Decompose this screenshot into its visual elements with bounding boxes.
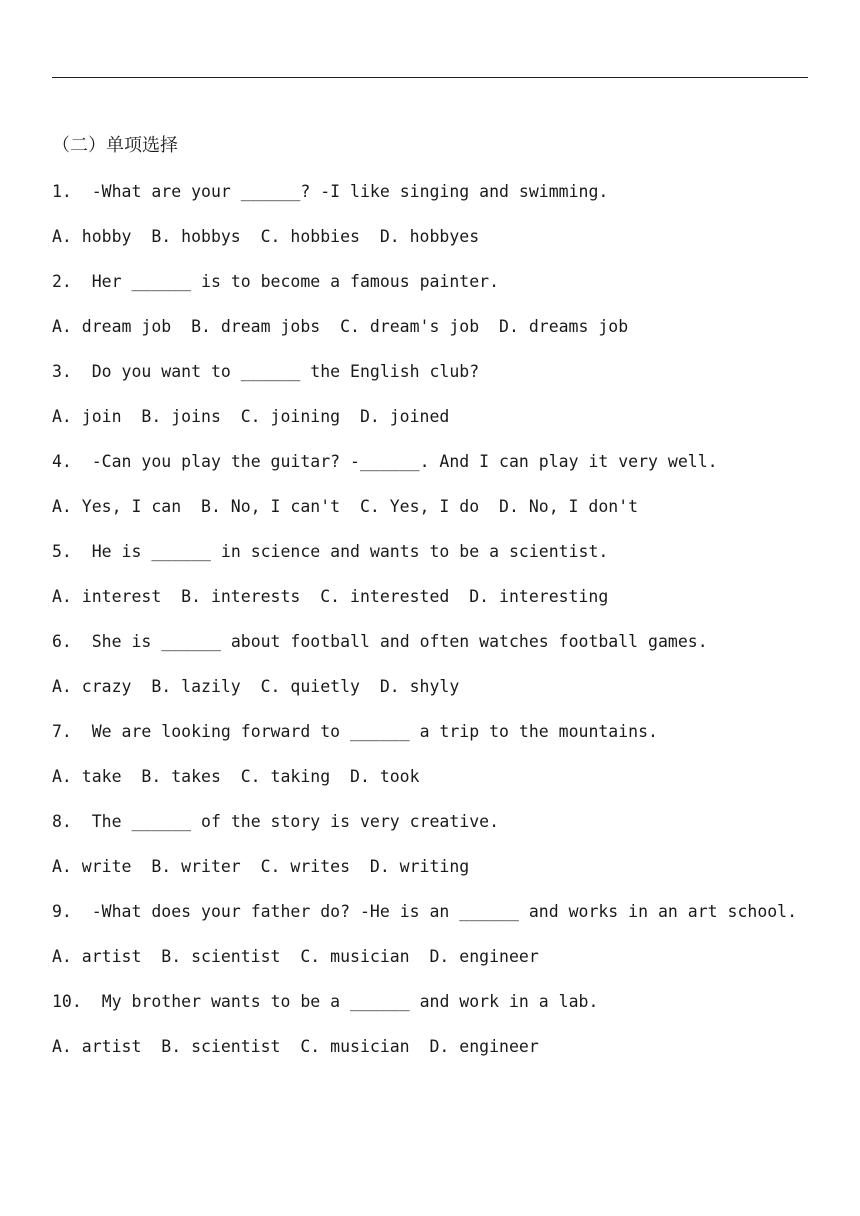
question-text: Her ______ is to become a famous painter. — [91, 272, 500, 291]
question-4-options: A. Yes, I can B. No, I can't C. Yes, I do D. No, I don't — [52, 497, 639, 516]
question-number: 5. — [52, 542, 72, 561]
question-5 — [52, 541, 608, 563]
question-4 — [52, 451, 718, 473]
question-6 — [52, 631, 708, 653]
question-10-options: A. artist B. scientist C. musician D. engineer — [52, 1037, 539, 1056]
question-number: 8. — [52, 812, 72, 831]
question-number: 7. — [52, 722, 72, 741]
question-6-options: A. crazy B. lazily C. quietly D. shyly — [52, 677, 460, 696]
question-number: 4. — [52, 452, 72, 471]
question-text: He is ______ in science and wants to be a scientist. — [91, 542, 609, 561]
question-1-options: A. hobby B. hobbys C. hobbies D. hobbyes — [52, 227, 480, 246]
question-number: 1. — [52, 182, 72, 201]
question-number: 6. — [52, 632, 72, 651]
question-8 — [52, 811, 499, 833]
question-text: The ______ of the story is very creative. — [91, 812, 500, 831]
question-10 — [52, 991, 598, 1013]
question-text: -Can you play the guitar? -______. And I can play it very well. — [91, 452, 718, 471]
question-text: -What are your ______? -I like singing and swimming. — [91, 182, 609, 201]
question-5-options: A. interest B. interests C. interested D. interesting — [52, 587, 609, 606]
question-3 — [52, 361, 479, 383]
question-text: She is ______ about football and often watches football games. — [91, 632, 708, 651]
question-3-options: A. join B. joins C. joining D. joined — [52, 407, 450, 426]
header-rule — [52, 77, 808, 78]
question-9 — [52, 901, 797, 923]
question-7-options: A. take B. takes C. taking D. took — [52, 767, 420, 786]
question-number: 10. — [52, 992, 82, 1011]
question-number: 9. — [52, 902, 72, 921]
question-7 — [52, 721, 658, 743]
question-number: 2. — [52, 272, 72, 291]
question-2-options: A. dream job B. dream jobs C. dream's job D. dreams job — [52, 317, 629, 336]
question-number: 3. — [52, 362, 72, 381]
question-text: My brother wants to be a ______ and work in a lab. — [101, 992, 599, 1011]
section-title: （二）单项选择 — [52, 135, 178, 156]
question-8-options: A. write B. writer C. writes D. writing — [52, 857, 470, 876]
question-9-options: A. artist B. scientist C. musician D. engineer — [52, 947, 539, 966]
question-text: We are looking forward to ______ a trip to the mountains. — [91, 722, 658, 741]
question-text: Do you want to ______ the English club? — [91, 362, 480, 381]
question-text: -What does your father do? -He is an ______ and works in an art school. — [91, 902, 798, 921]
question-1 — [52, 181, 608, 203]
question-2 — [52, 271, 499, 293]
